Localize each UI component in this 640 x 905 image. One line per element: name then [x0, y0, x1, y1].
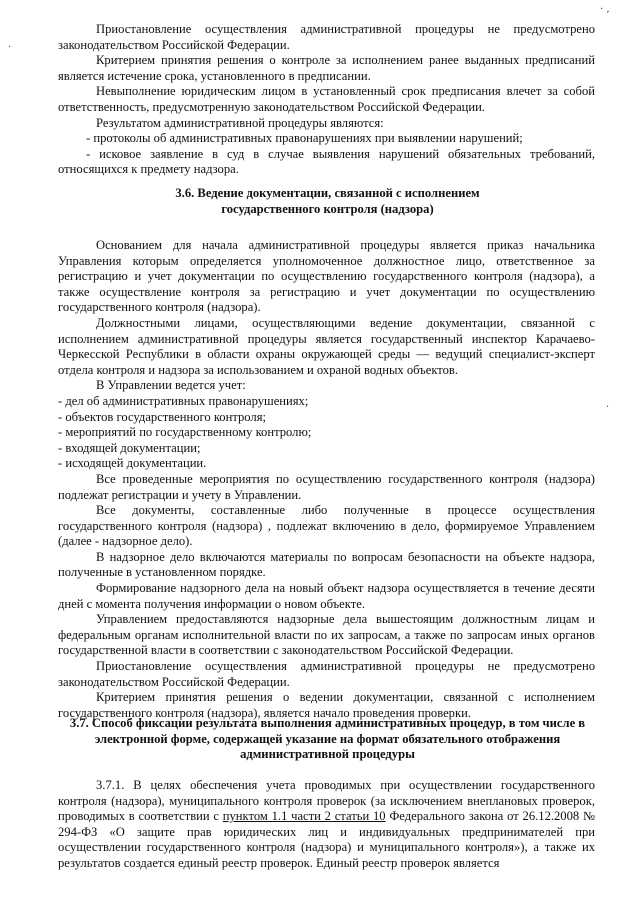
list-item: - исковое заявление в суд в случае выявления нарушений обязательных требований, относящихся к предмету надзора.	[58, 146, 595, 177]
list-item: - исходящей документации.	[58, 456, 207, 471]
paragraph: Основанием для начала административной процедуры является приказ начальника Управления которым определяется уполномоченное должностное лицо, ответственное за регистрацию и учет документации по осуществлению государственного контроля (надзора), а также осуществление контроля за регистрацию и учет документации по осуществлению государственного контроля (надзора).	[58, 238, 595, 315]
list-item: - объектов государственного контроля;	[58, 409, 267, 424]
paragraph: Должностными лицами, осуществляющими ведение документации, связанной с исполнением административной процедуры является государственный инспектор Карачаево-Черкесской Республики в области охраны окружающей среды — ведущий специалист-эксперт отдела контроля и надзора за использованием и охраной водных объектов.	[58, 315, 595, 377]
paragraph	[58, 778, 595, 872]
paragraph: Приостановление осуществления административной процедуры не предусмотрено законодательством Российской Федерации.	[58, 22, 595, 52]
paragraph: Все документы, составленные либо полученные в процессе осуществления государственного контроля (надзора) , подлежат включению в дело, формируемое Управлением (далее - надзорное дело).	[58, 503, 595, 549]
paragraph: Невыполнение юридическим лицом в установленный срок предписания влечет за собой ответственность, предусмотренную законодательством Российской Федерации.	[58, 84, 595, 114]
paragraph: Все проведенные мероприятия по осуществлению государственного контроля (надзора) подлежат регистрации и учету в Управлении.	[58, 471, 595, 502]
list-item: - дел об административных правонарушениях;	[58, 393, 309, 408]
heading-line: административной процедуры	[240, 747, 415, 762]
list-item: - мероприятий по государственному контролю;	[58, 425, 312, 440]
section-3-7-body	[58, 778, 595, 872]
list-item: - входящей документации;	[58, 440, 201, 455]
scan-mark-right: ·	[606, 402, 610, 413]
list-item: - протоколы об административных правонарушениях при выявлении нарушений;	[86, 131, 523, 146]
paragraph: Критерием принятия решения о контроле за исполнением ранее выданных предписаний является истечение срока, установленного в предписании.	[58, 53, 595, 83]
paragraph-text: 3.7.1. В целях обеспечения учета проводимых при осуществлении государственного контроля (надзора), муниципального контроля проверок (за исключением внеплановых проверок, проводимых в соответствии с	[58, 778, 595, 824]
scan-mark-top-right: · ,	[600, 4, 610, 15]
heading-line: 3.6. Ведение документации, связанной с исполнением	[175, 186, 480, 200]
paragraph: В Управлении ведется учет:	[96, 378, 246, 393]
section-3-6-body	[58, 238, 595, 721]
law-reference-link[interactable]: пунктом 1.1 части 2 статьи 10	[222, 809, 386, 824]
paragraph: Приостановление осуществления административной процедуры не предусмотрено законодательством Российской Федерации.	[58, 659, 595, 689]
section-heading-3-7	[30, 716, 625, 763]
paragraph: Критерием принятия решения о ведении документации, связанной с исполнением государственного контроля (надзора), является начало проведения проверки.	[58, 690, 595, 720]
paragraph: Управлением предоставляются надзорные дела вышестоящим должностным лицам и федеральным органам исполнительной власти по их запросам, а также по запросам иных органов государственной власти в соответствии с законодательством Российской Федерации.	[58, 612, 595, 658]
section-heading-3-6	[40, 186, 615, 217]
heading-line: государственного контроля (надзора)	[221, 201, 434, 216]
paragraph: Результатом административной процедуры являются:	[96, 115, 384, 130]
heading-line: электронной форме, содержащей указание на формат обязательного отображения	[94, 731, 561, 746]
paragraph: Формирование надзорного дела на новый объект надзора осуществляется в течение десяти дней с момента получения информации о новом объекте.	[58, 581, 595, 611]
paragraph-text: Федерального закона от 26.12.2008 № 294-ФЗ «О защите прав юридических лиц и индивидуальных предпринимателей при осуществлении государственного контроля (надзора) и муниципального контроля»), а также их результатов создается единый реестр проверок. Единый реестр проверок является	[58, 809, 595, 870]
paragraph: В надзорное дело включаются материалы по вопросам безопасности на объекте надзора, полученные в установленном порядке.	[58, 549, 595, 580]
scan-mark-left: ·	[8, 42, 12, 53]
heading-line: 3.7. Способ фиксации результата выполнения административных процедур, в том числе в	[69, 716, 586, 730]
top-text-block	[58, 22, 595, 178]
